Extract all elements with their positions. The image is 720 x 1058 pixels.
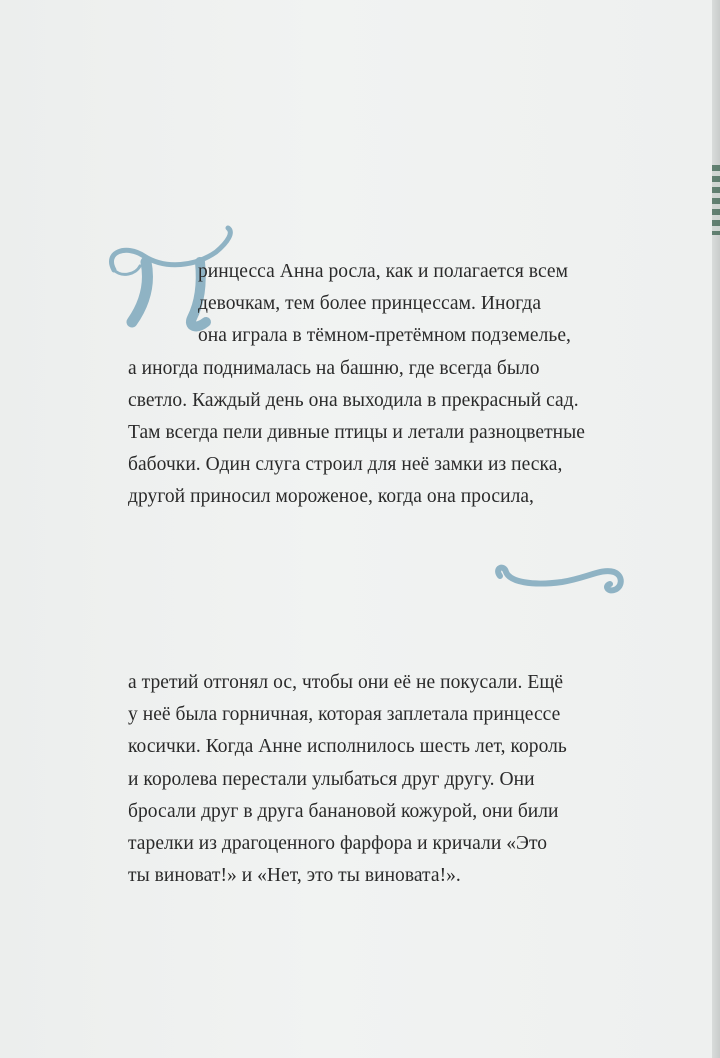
swash-ornament bbox=[492, 560, 627, 598]
paragraph-line: другой приносил мороженое, когда она просила, bbox=[128, 486, 534, 508]
adjacent-page-illustration-edge bbox=[712, 165, 720, 235]
paragraph-line: у неё была горничная, которая заплетала принцессе bbox=[128, 704, 561, 726]
paragraph-line: светло. Каждый день она выходила в прекрасный сад. bbox=[128, 389, 579, 411]
paragraph-1 bbox=[128, 256, 585, 514]
paragraph-line: девочкам, тем более принцессам. Иногда bbox=[198, 293, 542, 315]
paragraph-line: и королева перестали улыбаться друг другу. Они bbox=[128, 768, 535, 790]
page-edge bbox=[712, 0, 720, 1058]
paragraph-line: а иногда поднималась на башню, где всегда было bbox=[128, 357, 540, 379]
paragraph-line: тарелки из драгоценного фарфора и кричали «Это bbox=[128, 833, 548, 855]
paragraph-line: а третий отгонял ос, чтобы они её не покусали. Ещё bbox=[128, 672, 564, 693]
paragraph-line: косички. Когда Анне исполнилось шесть лет, король bbox=[128, 736, 567, 758]
paragraph-line: Там всегда пели дивные птицы и летали разноцветные bbox=[128, 422, 585, 444]
paragraph-line: ты виноват!» и «Нет, это ты виновата!». bbox=[128, 865, 461, 887]
paragraph-line: бабочки. Один слуга строил для неё замки из песка, bbox=[128, 454, 563, 476]
paragraph-line: ринцесса Анна росла, как и полагается всем bbox=[198, 261, 568, 282]
paragraph-line: бросали друг в друга банановой кожурой, они били bbox=[128, 800, 559, 822]
paragraph-2 bbox=[128, 667, 567, 892]
paragraph-line: она играла в тёмном-претёмном подземелье, bbox=[198, 325, 571, 347]
